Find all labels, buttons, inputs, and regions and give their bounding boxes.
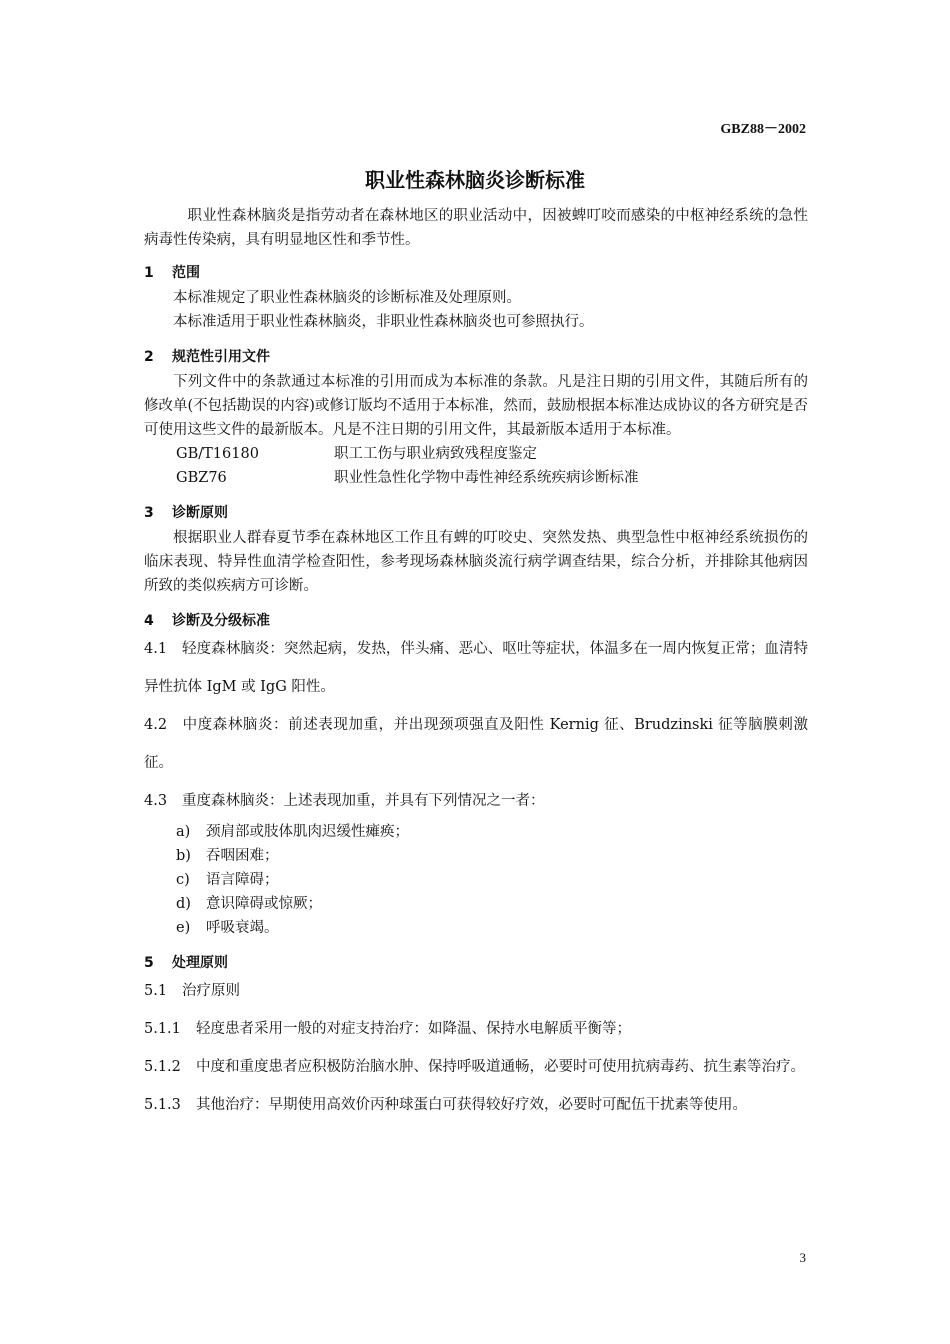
list-label: c) [176,872,190,888]
section-title: 诊断原则 [172,505,228,521]
list-label: a) [176,824,191,840]
list-label: d) [176,896,191,912]
clause-5-1-3 [144,1086,808,1124]
list-text: 颈肩部或肢体肌肉迟缓性瘫痪； [206,824,409,840]
section-5-heading [144,952,808,974]
list-label: e) [176,920,191,936]
section-1-paragraph-2: 本标准适用于职业性森林脑炎，非职业性森林脑炎也可参照执行。 [173,314,594,330]
section-1-paragraph-1: 本标准规定了职业性森林脑炎的诊断标准及处理原则。 [173,290,521,306]
reference-code: GBZ76 [176,470,227,486]
clause-number: 5.1.1 [144,1021,181,1037]
section-2-heading [144,346,808,368]
clause-text: 治疗原则 [182,983,240,999]
section-3-paragraph: 根据职业人群春夏节季在森林地区工作且有蜱的叮咬史、突然发热、典型急性中枢神经系统损伤的临床表现、特异性血清学检查阳性，参考现场森林脑炎流行病学调查结果，综合分析，并排除其他病因所致的类似疾病方可诊断。 [144,530,808,594]
list-item [144,916,808,940]
clause-4-3 [144,782,808,820]
list-text: 语言障碍； [206,872,279,888]
section-4-heading [144,610,808,632]
list-text: 呼吸衰竭。 [206,920,279,936]
list-text: 意识障碍或惊厥； [206,896,322,912]
clause-number: 4.3 [144,793,168,809]
clause-number: 5.1.3 [144,1097,181,1113]
clause-number: 4.1 [144,641,168,657]
section-3-heading [144,502,808,524]
section-title: 诊断及分级标准 [172,613,270,629]
document-body [144,204,808,1124]
section-1-heading [144,262,808,284]
clause-text: 轻度森林脑炎：突然起病，发热，伴头痛、恶心、呕吐等症状，体温多在一周内恢复正常；血清特异性抗体 IgM 或 IgG 阳性。 [144,641,808,695]
clause-text: 重度森林脑炎：上述表现加重，并具有下列情况之一者： [182,793,545,809]
clause-4-2 [144,706,808,782]
page-number: 3 [799,1250,806,1265]
clause-text: 轻度患者采用一般的对症支持治疗：如降温、保持水电解质平衡等； [196,1021,631,1037]
list-label: b) [176,848,191,864]
list-item [144,820,808,844]
list-item [144,892,808,916]
standard-code: GBZ88－2002 [720,122,806,137]
clause-5-1-2 [144,1048,808,1086]
list-item [144,844,808,868]
section-number: 5 [144,955,154,971]
section-2-paragraph: 下列文件中的条款通过本标准的引用而成为本标准的条款。凡是注日期的引用文件，其随后所有的修改单(不包括勘误的内容)或修订版均不适用于本标准，然而，鼓励根据本标准达成协议的各方研究是否可使用这些文件的最新版本。凡是不注日期的引用文件，其最新版本适用于本标准。 [144,374,808,438]
section-title: 规范性引用文件 [172,349,270,365]
reference-row [144,466,808,490]
section-number: 3 [144,505,154,521]
reference-title: 职工工伤与职业病致残程度鉴定 [334,446,537,462]
section-number: 1 [144,265,154,281]
reference-row [144,442,808,466]
clause-number: 5.1.2 [144,1059,181,1075]
clause-5-1 [144,972,808,1010]
section-number: 4 [144,613,154,629]
clause-text: 中度森林脑炎：前述表现加重，并出现颈项强直及阳性 Kernig 征、Brudzinski 征等脑膜刺激征。 [144,717,808,771]
intro-paragraph: 职业性森林脑炎是指劳动者在森林地区的职业活动中，因被蜱叮咬而感染的中枢神经系统的急性病毒性传染病，具有明显地区性和季节性。 [144,208,808,248]
clause-text: 中度和重度患者应积极防治脑水肿、保持呼吸道通畅，必要时可使用抗病毒药、抗生素等治疗。 [196,1059,805,1075]
clause-4-1 [144,630,808,706]
clause-number: 5.1 [144,983,168,999]
section-title: 范围 [172,265,200,281]
reference-title: 职业性急性化学物中毒性神经系统疾病诊断标准 [334,470,639,486]
list-item [144,868,808,892]
page-title: 职业性森林脑炎诊断标准 [365,168,585,192]
section-number: 2 [144,349,154,365]
clause-text: 其他治疗：早期使用高效价丙种球蛋白可获得较好疗效，必要时可配伍干扰素等使用。 [196,1097,747,1113]
section-title: 处理原则 [172,955,228,971]
reference-code: GB/T16180 [176,446,259,462]
clause-5-1-1 [144,1010,808,1048]
clause-number: 4.2 [144,717,168,733]
list-text: 吞咽困难； [206,848,279,864]
